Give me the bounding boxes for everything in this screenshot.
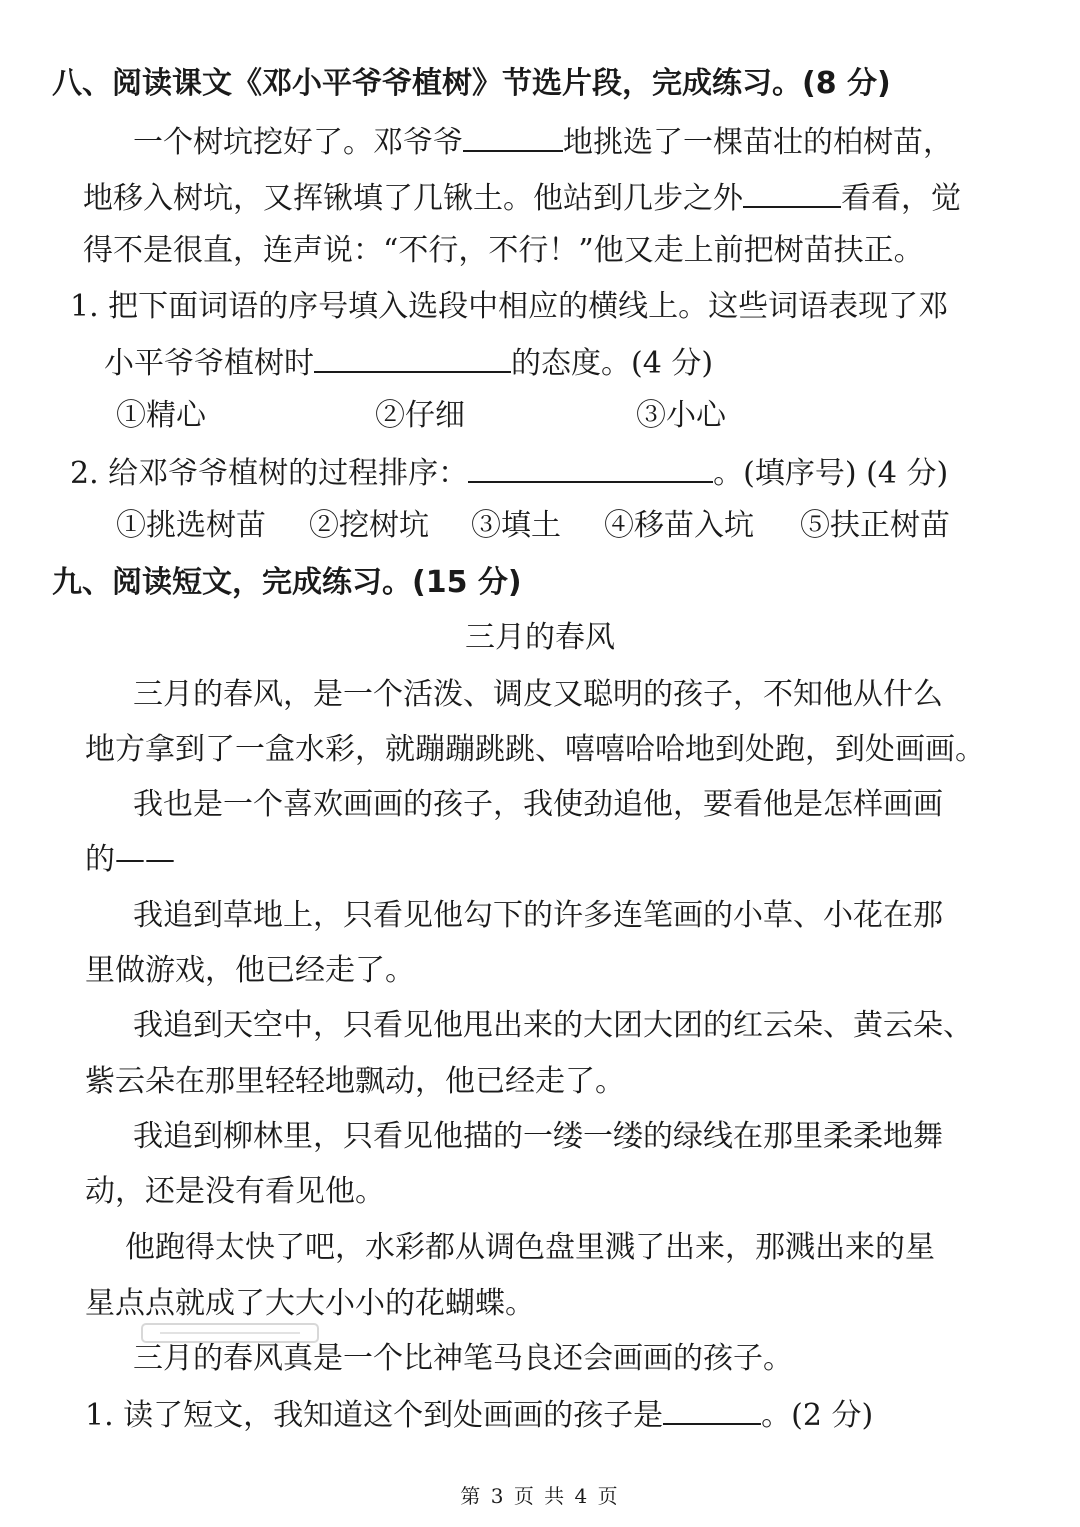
article-line: 动，还是没有看见他。 [85,1174,385,1209]
article-line: 紫云朵在那里轻轻地飘动，他已经走了。 [85,1064,625,1099]
watermark-overlay [140,1320,320,1353]
question-text: 1. 读了短文，我知道这个到处画画的孩子是 [85,1398,664,1433]
question9-1 [85,1393,873,1436]
passage8-line3: 得不是很直，连声说：“不行，不行！”他又走上前把树苗扶正。 [83,233,924,268]
article-line: 星点点就成了大大小小的花蝴蝶。 [85,1286,535,1321]
passage8-text: 地挑选了一棵苗壮的柏树苗， [563,125,953,160]
page-footer: 第 3 页 共 4 页 [460,1484,620,1508]
option-item: ③小心 [636,398,726,433]
watermark-icon [140,1320,320,1346]
passage8-line2 [83,176,961,219]
article-line: 地方拿到了一盒水彩，就蹦蹦跳跳、嘻嘻哈哈地到处跑，到处画画。 [85,732,985,767]
article-line: 的—— [85,842,175,877]
answer-blank[interactable] [468,451,713,483]
question-text: 小平爷爷植树时 [104,346,314,381]
question-text: 。(填序号) (4 分) [713,456,949,491]
article-line: 我追到柳林里，只看见他描的一缕一缕的绿线在那里柔柔地舞 [133,1119,943,1154]
answer-blank[interactable] [663,1393,761,1425]
question-text: 2. 给邓爷爷植树的过程排序： [70,456,469,491]
passage8-line1 [133,120,953,163]
article-line: 三月的春风，是一个活泼、调皮又聪明的孩子，不知他从什么 [133,677,943,712]
question8-1-cont [104,341,713,384]
question-text: 的态度。(4 分) [511,346,714,381]
passage8-text: 看看，觉 [841,181,961,216]
passage8-text: 地移入树坑，又挥锹填了几锹土。他站到几步之外 [83,181,743,216]
option-item: ①精心 [116,398,206,433]
passage8-text: 一个树坑挖好了。邓爷爷 [133,125,463,160]
option-item: ②仔细 [375,398,465,433]
article-line: 我追到草地上，只看见他勾下的许多连笔画的小草、小花在那 [133,898,943,933]
option-item: ⑤扶正树苗 [800,508,950,543]
answer-blank[interactable] [314,341,511,373]
option-item: ③填土 [471,508,561,543]
article-line: 我也是一个喜欢画画的孩子，我使劲追他，要看他是怎样画画 [133,787,943,822]
question8-1: 1. 把下面词语的序号填入选段中相应的横线上。这些词语表现了邓 [70,289,949,324]
article-title: 三月的春风 [465,620,615,655]
question8-2 [70,451,948,494]
question-text: 。(2 分) [761,1398,874,1433]
article-line: 他跑得太快了吧，水彩都从调色盘里溅了出来，那溅出来的星 [125,1230,935,1265]
article-line: 三月的春风真是一个比神笔马良还会画画的孩子。 [133,1341,793,1376]
article-line: 里做游戏，他已经走了。 [85,953,415,988]
article-line: 我追到天空中，只看见他甩出来的大团大团的红云朵、黄云朵、 [133,1008,973,1043]
section8-heading: 八、阅读课文《邓小平爷爷植树》节选片段，完成练习。(8 分) [52,66,891,101]
answer-blank[interactable] [743,176,841,208]
option-item: ②挖树坑 [309,508,429,543]
answer-blank[interactable] [463,120,563,152]
option-item: ④移苗入坑 [604,508,754,543]
section9-heading: 九、阅读短文，完成练习。(15 分) [52,565,522,600]
option-item: ①挑选树苗 [116,508,266,543]
